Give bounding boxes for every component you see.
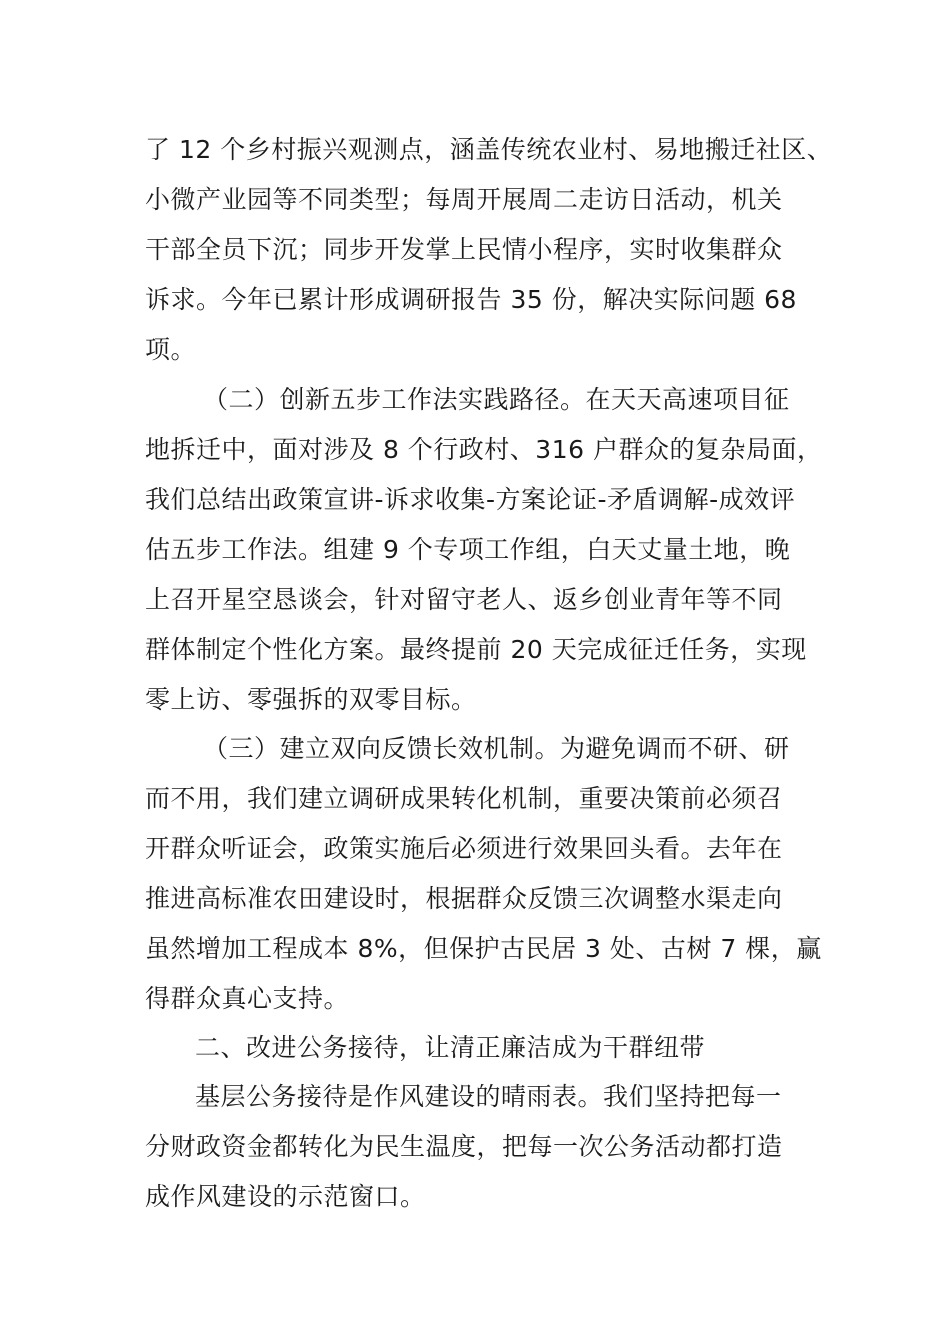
text-line: 项。 bbox=[145, 335, 197, 364]
chapter-heading: 二、改进公务接待，让清正廉洁成为干群纽带 bbox=[195, 1033, 706, 1062]
text-line: 小微产业园等不同类型；每周开展周二走访日活动，机关 bbox=[145, 185, 783, 214]
text-line: 基层公务接待是作风建设的晴雨表。我们坚持把每一 bbox=[195, 1082, 782, 1111]
text-line: 干部全员下沉；同步开发掌上民情小程序，实时收集群众 bbox=[145, 235, 783, 264]
text-line: 地拆迁中，面对涉及 8 个行政村、316 户群众的复杂局面， bbox=[145, 435, 823, 464]
text-line: 得群众真心支持。 bbox=[145, 984, 350, 1013]
section-heading-line: （二）创新五步工作法实践路径。在天天高速项目征 bbox=[203, 385, 790, 414]
text-line: 而不用，我们建立调研成果转化机制，重要决策前必须召 bbox=[145, 784, 783, 813]
text-line: 上召开星空恳谈会，针对留守老人、返乡创业青年等不同 bbox=[145, 585, 783, 614]
section-heading-line: （三）建立双向反馈长效机制。为避免调而不研、研 bbox=[203, 734, 790, 763]
text-line: 分财政资金都转化为民生温度，把每一次公务活动都打造 bbox=[145, 1132, 783, 1161]
text-line: 我们总结出政策宣讲-诉求收集-方案论证-矛盾调解-成效评 bbox=[145, 485, 796, 514]
text-line: 群体制定个性化方案。最终提前 20 天完成征迁任务，实现 bbox=[145, 635, 807, 664]
text-line: 开群众听证会，政策实施后必须进行效果回头看。去年在 bbox=[145, 834, 783, 863]
text-line: 推进高标准农田建设时，根据群众反馈三次调整水渠走向 bbox=[145, 884, 783, 913]
text-line: 估五步工作法。组建 9 个专项工作组，白天丈量土地，晚 bbox=[145, 535, 791, 564]
text-line: 了 12 个乡村振兴观测点，涵盖传统农业村、易地搬迁社区、 bbox=[145, 135, 833, 164]
text-line: 虽然增加工程成本 8%，但保护古民居 3 处、古树 7 棵，赢 bbox=[145, 934, 822, 963]
text-line: 成作风建设的示范窗口。 bbox=[145, 1182, 426, 1211]
text-line: 零上访、零强拆的双零目标。 bbox=[145, 685, 477, 714]
text-line: 诉求。今年已累计形成调研报告 35 份，解决实际问题 68 bbox=[145, 285, 797, 314]
